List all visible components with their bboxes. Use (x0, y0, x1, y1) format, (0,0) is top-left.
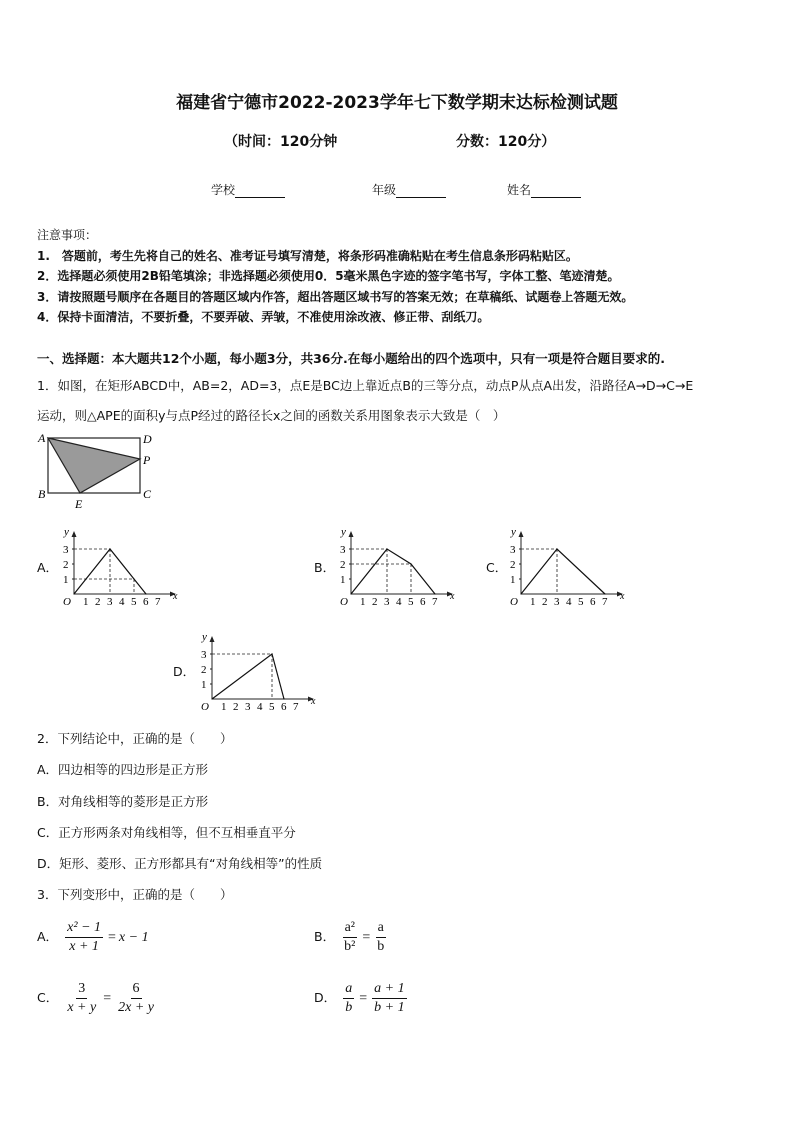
data-point (211, 698, 212, 699)
q3-b-rhs-denominator: b (377, 939, 385, 954)
q3-option-c-label: C． (37, 990, 59, 1006)
y-tick-label: 1 (63, 574, 69, 586)
y-axis-arrow (519, 531, 524, 537)
data-point (283, 698, 284, 699)
y-axis-label: y (202, 631, 207, 643)
x-tick-label: 6 (590, 596, 596, 608)
data-point (109, 548, 110, 549)
q3-a-numerator: x² − 1 (65, 920, 103, 938)
q1-option-c-label[interactable]: C． (486, 560, 508, 575)
q3-d-rhs-denominator: b + 1 (374, 1000, 405, 1015)
q2-option-a[interactable]: A．四边相等的四边形是正方形 (37, 762, 209, 777)
x-tick-label: 5 (578, 596, 584, 608)
q1-rectangle-figure (30, 428, 165, 512)
x-tick-label: 3 (107, 596, 113, 608)
exam-score: 分数：120分） (456, 134, 556, 150)
q2-option-c[interactable]: C．正方形两条对角线相等，但不互相垂直平分 (37, 825, 296, 840)
x-axis-label: x (620, 591, 625, 602)
q3-option-a[interactable] (37, 920, 149, 955)
point-e-label: E (75, 497, 83, 511)
y-tick-label: 1 (340, 574, 346, 586)
q3-c-denominator: x + y (67, 1000, 97, 1015)
data-point (556, 548, 557, 549)
x-tick-label: 7 (293, 701, 299, 713)
q3-c-rhs-denominator: 2x + y (118, 1000, 154, 1015)
q3-a-rhs: x − 1 (118, 929, 149, 945)
q1-option-b-label[interactable]: B． (314, 560, 336, 575)
name-blank[interactable] (531, 183, 581, 198)
data-point (434, 593, 435, 594)
origin-label: O (63, 596, 71, 608)
x-axis-label: x (450, 591, 455, 602)
y-axis-arrow (210, 636, 215, 642)
data-point (145, 593, 146, 594)
notice-item: 1. 答题前，考生先将自己的姓名、准考证号填写清楚，将条形码准确粘贴在考生信息条形码粘贴区。 (37, 249, 578, 263)
q3-d-denominator: b (345, 1000, 353, 1015)
q3-c-numerator: 3 (76, 981, 87, 999)
grade-field (372, 181, 446, 198)
q2-option-d[interactable]: D．矩形、菱形、正方形都具有“对角线相等”的性质 (37, 856, 323, 871)
q1-graph-b (335, 520, 465, 608)
y-tick-label: 3 (201, 649, 207, 661)
origin-label: O (510, 596, 518, 608)
q3-option-a-label: A． (37, 929, 59, 945)
equals-sign: = (108, 929, 116, 945)
data-point (271, 653, 272, 654)
point-d-label: D (143, 432, 152, 446)
x-tick-label: 1 (360, 596, 366, 608)
point-c-label: C (143, 487, 152, 501)
y-axis-label: y (64, 526, 69, 538)
notice-heading: 注意事项： (37, 228, 98, 242)
q2-stem: 2．下列结论中，正确的是（ ） (37, 731, 233, 746)
equals-sign: = (362, 929, 371, 945)
x-tick-label: 4 (119, 596, 125, 608)
x-tick-label: 7 (155, 596, 161, 608)
y-tick-label: 3 (340, 544, 346, 556)
q1-option-d-label[interactable]: D． (173, 664, 196, 679)
function-line (521, 549, 605, 594)
point-b-label: B (38, 487, 46, 501)
x-tick-label: 7 (432, 596, 438, 608)
y-tick-label: 2 (63, 559, 69, 571)
x-tick-label: 4 (566, 596, 572, 608)
y-axis-label: y (511, 526, 516, 538)
q3-b-rhs-numerator: a (376, 920, 386, 938)
point-p-label: P (143, 453, 151, 467)
x-tick-label: 3 (245, 701, 251, 713)
y-axis-label: y (341, 526, 346, 538)
name-field (507, 181, 581, 198)
origin-label: O (340, 596, 348, 608)
y-tick-label: 3 (63, 544, 69, 556)
school-blank[interactable] (235, 183, 285, 198)
data-point (410, 563, 411, 564)
notice-item: 3．请按照题号顺序在各题目的答题区域内作答，超出答题区域书写的答案无效；在草稿纸、试题卷上答题无效。 (37, 290, 634, 304)
y-tick-label: 1 (201, 679, 207, 691)
x-tick-label: 4 (257, 701, 263, 713)
data-point (350, 593, 351, 594)
y-tick-label: 2 (510, 559, 516, 571)
school-field (211, 181, 285, 198)
data-point (73, 593, 74, 594)
equals-sign: = (103, 990, 112, 1006)
x-tick-label: 2 (233, 701, 239, 713)
equals-sign: = (359, 990, 368, 1006)
x-tick-label: 2 (542, 596, 548, 608)
notice-item: 4．保持卡面清洁，不要折叠，不要弄破、弄皱，不准使用涂改液、修正带、刮纸刀。 (37, 310, 490, 324)
y-axis-arrow (72, 531, 77, 537)
y-tick-label: 2 (340, 559, 346, 571)
function-line (351, 549, 435, 594)
data-point (604, 593, 605, 594)
q1-stem-line1: 1．如图，在矩形ABCD中，AB=2，AD=3，点E是BC边上靠近点B的三等分点，动点P从点A出发，沿路径A→D→C→E (37, 378, 694, 393)
x-tick-label: 3 (554, 596, 560, 608)
name-label: 姓名 (507, 183, 532, 197)
q1-option-a-label[interactable]: A． (37, 560, 59, 575)
x-tick-label: 6 (420, 596, 426, 608)
grade-blank[interactable] (396, 183, 446, 198)
function-line (212, 654, 284, 699)
q3-b-numerator: a² (343, 920, 357, 938)
q3-option-c[interactable] (37, 981, 158, 1016)
q3-d-rhs-numerator: a + 1 (372, 981, 406, 999)
q3-option-d[interactable] (314, 981, 409, 1016)
x-axis-label: x (173, 591, 178, 602)
x-tick-label: 2 (372, 596, 378, 608)
q1-graph-d (196, 625, 326, 713)
y-tick-label: 2 (201, 664, 207, 676)
q3-a-denominator: x + 1 (69, 939, 99, 954)
q3-stem: 3．下列变形中，正确的是（ ） (37, 887, 233, 902)
x-tick-label: 5 (408, 596, 414, 608)
point-a-label: A (38, 431, 46, 445)
notice-item: 2．选择题必须使用2B铅笔填涂；非选择题必须使用0．5毫米黑色字迹的签字笔书写，字体工整、笔迹清楚。 (37, 269, 620, 283)
exam-time: （时间：120分钟 (224, 134, 338, 150)
q1-graph-c (505, 520, 635, 608)
x-tick-label: 7 (602, 596, 608, 608)
y-tick-label: 3 (510, 544, 516, 556)
q1-stem-line2: 运动，则△APE的面积y与点P经过的路径长x之间的函数关系用图象表示大致是（ ） (37, 408, 506, 423)
page-title: 福建省宁德市2022-2023学年七下数学期末达标检测试题 (176, 93, 618, 113)
x-axis-label: x (311, 696, 316, 707)
y-axis-arrow (349, 531, 354, 537)
x-tick-label: 1 (221, 701, 227, 713)
q2-option-b[interactable]: B．对角线相等的菱形是正方形 (37, 794, 209, 809)
data-point (386, 548, 387, 549)
q3-b-denominator: b² (344, 939, 356, 954)
q3-option-d-label: D． (314, 990, 337, 1006)
x-tick-label: 5 (131, 596, 137, 608)
x-tick-label: 1 (530, 596, 536, 608)
data-point (520, 593, 521, 594)
grade-label: 年级 (372, 183, 397, 197)
x-tick-label: 3 (384, 596, 390, 608)
x-tick-label: 2 (95, 596, 101, 608)
triangle-ape (48, 438, 140, 493)
y-tick-label: 1 (510, 574, 516, 586)
x-tick-label: 6 (143, 596, 149, 608)
origin-label: O (201, 701, 209, 713)
q3-option-b[interactable] (314, 920, 388, 955)
x-tick-label: 1 (83, 596, 89, 608)
q3-d-numerator: a (343, 981, 354, 999)
q3-option-b-label: B． (314, 929, 336, 945)
data-point (133, 578, 134, 579)
q1-graph-a (58, 520, 188, 608)
x-tick-label: 6 (281, 701, 287, 713)
q3-c-rhs-numerator: 6 (131, 981, 142, 999)
x-tick-label: 4 (396, 596, 402, 608)
section-heading: 一、选择题：本大题共12个小题，每小题3分，共36分.在每小题给出的四个选项中，只有一项是符合题目要求的. (37, 351, 665, 366)
x-tick-label: 5 (269, 701, 275, 713)
school-label: 学校 (211, 183, 236, 197)
